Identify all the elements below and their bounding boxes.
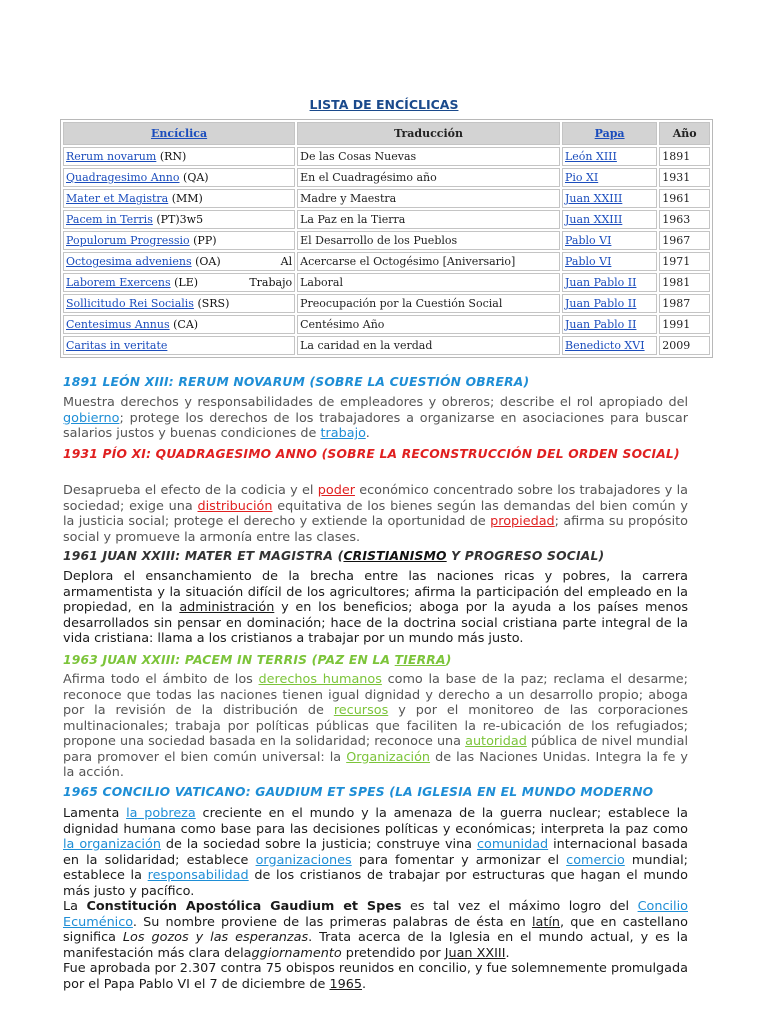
header-papa[interactable]: Papa [562,122,657,145]
cell-traduccion: Centésimo Año [297,315,560,334]
table-row [63,168,710,187]
table-row [63,336,710,355]
pope-link[interactable]: León XIII [564,150,617,163]
link-distribucion[interactable]: distribución [197,498,273,514]
link-poder[interactable]: poder [317,483,355,498]
cell-traduccion: De las Cosas Nuevas [297,147,560,166]
link-trabajo[interactable]: trabajo [320,426,366,441]
link-tierra[interactable]: TIERRA [394,653,446,667]
cell-extra: Trabajo [249,276,293,289]
table-row [63,294,710,313]
cell-enciclica: Octogesima adveniens (OA) Al [63,252,295,271]
link-recursos[interactable]: recursos [333,703,389,718]
cell-enciclica: Populorum Progressio (PP) [63,231,295,250]
pope-link[interactable]: Juan Pablo II [564,318,637,331]
encyclical-link[interactable]: Populorum Progressio [66,234,190,247]
cell-anio: 1961 [659,189,710,208]
table-row [63,189,710,208]
table-row [63,273,710,292]
cell-traduccion: Preocupación por la Cuestión Social [297,294,560,313]
cell-anio: 1963 [659,210,710,229]
page-title: LISTA DE ENCÍCLICAS [309,97,459,112]
link-concilio-ecumenico[interactable]: Concilio Ecuménico [63,899,688,930]
cell-enciclica: Mater et Magistra (MM) [63,189,295,208]
cell-anio: 2009 [659,336,710,355]
link-organizaciones[interactable]: organizaciones [255,852,352,868]
encyclical-link[interactable]: Centesimus Annus [66,318,170,331]
cell-traduccion: La Paz en la Tierra [297,210,560,229]
cell-anio: 1987 [659,294,710,313]
link-derechos-humanos[interactable]: derechos humanos [258,672,382,687]
link-autoridad[interactable]: autoridad [465,734,527,749]
cell-enciclica: Centesimus Annus (CA) [63,315,295,334]
link-1965[interactable]: 1965 [329,976,363,992]
encyclicals-table [60,119,713,358]
link-propiedad[interactable]: propiedad [490,514,555,529]
cell-traduccion: La caridad en la verdad [297,336,560,355]
table-body [63,147,710,355]
section-1891 [63,374,688,390]
cell-anio: 1967 [659,231,710,250]
table-header-row [63,122,710,145]
section-heading: 1961 JUAN XXIII: MATER ET MAGISTRA (CRISTIANISMO Y PROGRESO SOCIAL) [63,549,605,563]
encyclical-link[interactable]: Quadragesimo Anno [66,171,180,184]
link-responsabilidad[interactable]: responsabilidad [147,868,249,883]
table-row [63,231,710,250]
link-juan-xxiii[interactable]: Juan XXIII [444,945,506,961]
paragraph-1965-a: Lamenta la pobreza creciente en el mundo y la amenaza de la guerra nuclear; establece la dignidad humana como base para las decisiones políticas y económicas; interpreta la paz como la organización de la sociedad sobre la justicia; construye vina comunidad internacional basada en la solidaridad; establece organizaciones para fomentar y armonizar el comercio mundial; establece la responsabilidad de los cristianos de trabajar por estructuras que hagan el mundo más justo y pacífico. [63,806,688,899]
section-1931-body: Desaprueba el efecto de la codicia y el poder económico concentrado sobre los trabajadores y la sociedad; exige una distribución equitativa de los bienes según las demandas del bien común y la justicia social; protege el derecho y extiende la oportunidad de propiedad; afirma su propósito social y promueve la armonía entre las clases. [63,483,689,545]
section-heading: 1965 CONCILIO VATICANO: GAUDIUM ET SPES (LA IGLESIA EN EL MUNDO MODERNO [63,785,654,799]
link-comercio[interactable]: comercio [566,852,625,868]
encyclical-link[interactable]: Mater et Magistra [66,192,169,205]
pope-link[interactable]: Juan Pablo II [564,297,637,310]
cell-anio: 1931 [659,168,710,187]
encyclical-link[interactable]: Caritas in veritate [66,339,168,352]
section-1965-body [63,806,688,992]
header-enciclica[interactable]: Encíclica [63,122,295,145]
table-row [63,147,710,166]
cell-extra: Al [280,255,293,268]
link-comunidad[interactable]: comunidad [476,837,549,852]
cell-papa [562,210,657,229]
pope-link[interactable]: Juan XXIII [564,213,623,226]
cell-traduccion: El Desarrollo de los Pueblos [297,231,560,250]
pope-link[interactable]: Pio XI [564,171,599,184]
cell-papa [562,294,657,313]
link-cristianismo[interactable]: CRISTIANISMO [343,549,447,563]
section-1965 [63,784,688,800]
cell-enciclica: Sollicitudo Rei Socialis (SRS) [63,294,295,313]
paragraph-1965-c: Fue aprobada por 2.307 contra 75 obispos reunidos en concilio, y fue solemnemente promulgada por el Papa Pablo VI el 7 de diciembre de 1965. [63,961,688,992]
header-anio: Año [659,122,710,145]
cell-papa [562,231,657,250]
link-gobierno[interactable]: gobierno [63,410,120,426]
link-la-pobreza[interactable]: la pobreza [126,806,196,821]
cell-traduccion: Laboral [297,273,560,292]
section-1963 [63,652,688,668]
pope-link[interactable]: Pablo VI [564,255,612,268]
cell-traduccion: En el Cuadragésimo año [297,168,560,187]
cell-anio: 1971 [659,252,710,271]
section-1961-body: Deplora el ensanchamiento de la brecha entre las naciones ricas y pobres, la carrera armamentista y la situación difícil de los agricultores; afirma la participación del empleado en la propiedad, en la administración y en los beneficios; aboga por la ayuda a los países menos desarrollados sin pensar en dominación; hace de la doctrina social cristiana parte integral de la vida cristiana: llama a los cristianos a trabajar por un mundo más justo. [63,569,688,646]
encyclical-link[interactable]: Octogesima adveniens [66,255,192,268]
section-1931 [63,446,688,462]
cell-papa [562,189,657,208]
pope-link[interactable]: Juan Pablo II [564,276,637,289]
cell-traduccion: Acercarse el Octogésimo [Aniversario] [297,252,560,271]
cell-enciclica: Rerum novarum (RN) [63,147,295,166]
cell-papa [562,336,657,355]
encyclical-link[interactable]: Pacem in Terris [66,213,153,226]
encyclical-link[interactable]: Sollicitudo Rei Socialis [66,297,194,310]
cell-enciclica [63,336,295,355]
cell-papa [562,168,657,187]
pope-link[interactable]: Benedicto XVI [564,339,645,352]
section-heading: 1931 PÍO XI: QUADRAGESIMO ANNO (SOBRE LA RECONSTRUCCIÓN DEL ORDEN SOCIAL) [63,447,680,461]
pope-link[interactable]: Pablo VI [564,234,612,247]
section-1961 [63,548,688,564]
section-heading: 1891 LEÓN XIII: RERUM NOVARUM (SOBRE LA CUESTIÓN OBRERA) [63,375,530,389]
cell-enciclica: Quadragesimo Anno (QA) [63,168,295,187]
cell-anio: 1891 [659,147,710,166]
encyclical-link[interactable]: Rerum novarum [66,150,157,163]
link-latin[interactable]: latín [531,914,561,930]
table-row [63,252,710,271]
pope-link[interactable]: Juan XXIII [564,192,623,205]
cell-anio: 1991 [659,315,710,334]
cell-enciclica: Laborem Exercens (LE) Trabajo [63,273,295,292]
section-1963-body: Afirma todo el ámbito de los derechos humanos como la base de la paz; reclama el desarme; reconoce que todas las naciones tienen igual dignidad y derecho a un desarrollo propio; aboga por la revisión de la distribución de recursos y por el monitoreo de las corporaciones multinacionales; trabaja por políticas públicas que faciliten la re-ubicación de los refugiados; propone una sociedad basada en la solidaridad; reconoce una autoridad pública de nivel mundial para promover el bien común universal: la Organización de las Naciones Unidas. Integra la fe y la acción. [63,672,688,780]
section-heading: 1963 JUAN XXIII: PACEM IN TERRIS (PAZ EN LA TIERRA) [63,653,452,667]
encyclical-link[interactable]: Laborem Exercens [66,276,171,289]
cell-papa [562,273,657,292]
cell-anio: 1981 [659,273,710,292]
table-row [63,210,710,229]
table-row [63,315,710,334]
section-1891-body: Muestra derechos y responsabilidades de empleadores y obreros; describe el rol apropiado del gobierno; protege los derechos de los trabajadores a organizarse en asociaciones para buscar salarios justos y buenas condiciones de trabajo. [63,395,688,441]
cell-enciclica: Pacem in Terris (PT)3w5 [63,210,295,229]
link-organizacion[interactable]: Organización [346,749,431,765]
cell-traduccion: Madre y Maestra [297,189,560,208]
paragraph-1965-b: La Constitución Apostólica Gaudium et Spes es tal vez el máximo logro del Concilio Ecuménico. Su nombre proviene de las primeras palabras de ésta en latín, que en castellano significa Los gozos y las esperanzas. Trata acerca de la Iglesia en el mundo actual, y es la manifestación más clara delaggiornamento pretendido por Juan XXIII. [63,899,688,961]
cell-papa [562,315,657,334]
header-traduccion: Traducción [297,122,560,145]
cell-papa [562,147,657,166]
cell-papa [562,252,657,271]
link-administracion[interactable]: administración [179,600,275,615]
link-la-organizacion[interactable]: la organización [63,837,161,852]
